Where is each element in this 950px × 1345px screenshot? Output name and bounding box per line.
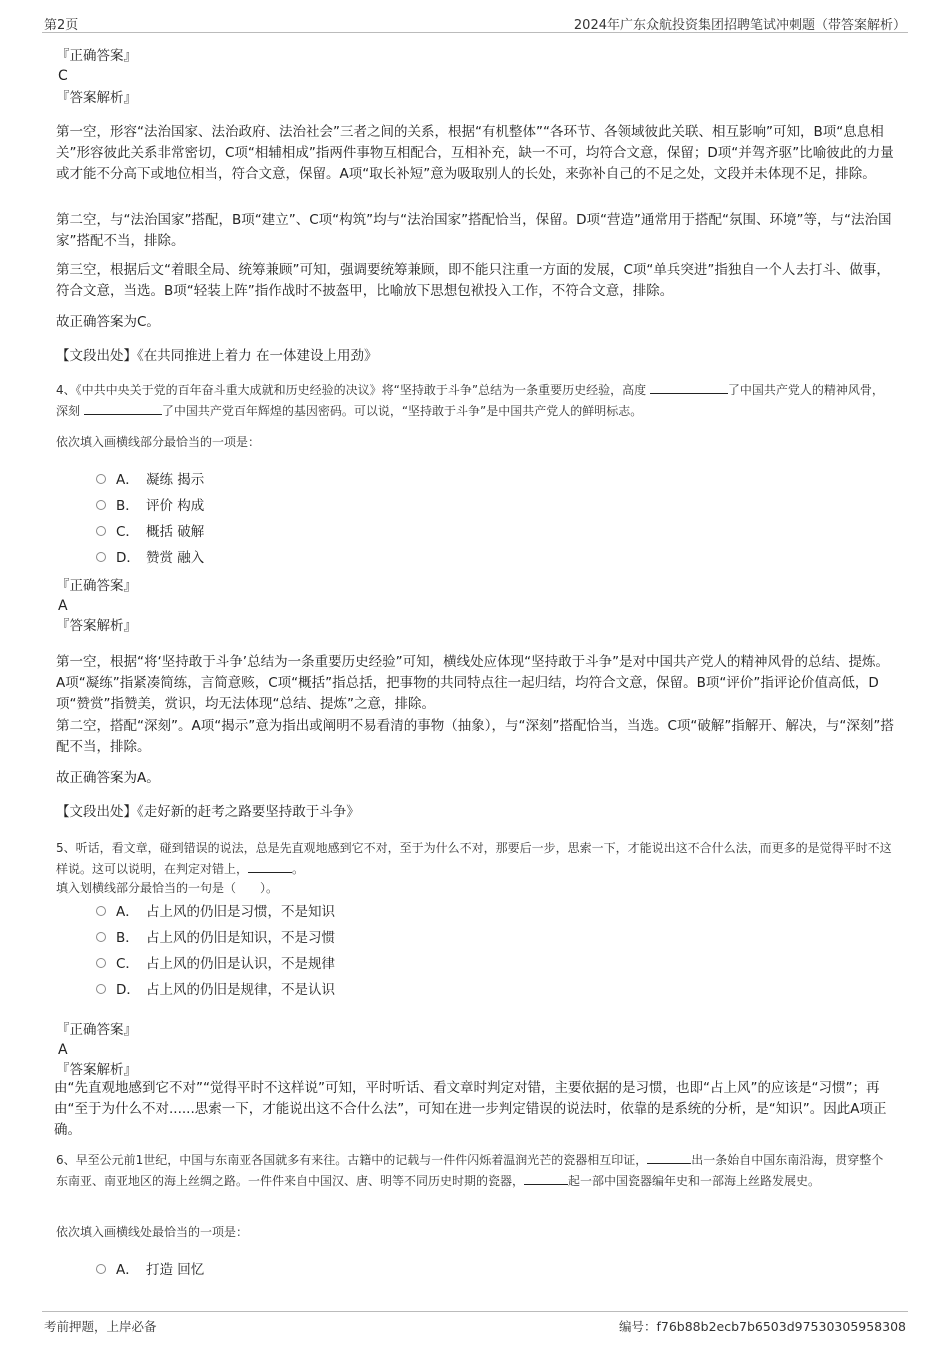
q4-analysis-label: 『答案解析』 — [56, 618, 137, 634]
q3-answer-label: 『正确答案』 — [56, 48, 137, 64]
q5-blank — [248, 860, 292, 873]
q5-analysis: 由“先直观地感到它不对”“觉得平时不这样说”可知，平时听话、看文章时判定对错，主要依据的是习惯，也即“占上风”的应该是“习惯”；再由“至于为什么不对......思索一下，才能说出这不合什么法”，可知在进一步判定错误的说法时，依靠的是系统的分析，是“知识”。因此A项正确。 — [54, 1080, 887, 1138]
q3-analysis-p1: 第一空，形容“法治国家、法治政府、法治社会”三者之间的关系，根据“有机整体”“各环节、各领域彼此关联、相互影响”可知，B项“息息相关”形容彼此关系非常密切，C项“相辅相成”指两件事物互相配合，互相补充，缺一不可，均符合文意，保留；D项“并驾齐驱”比喻彼此的力量或才能不分高下或地位相当，符合文意，保留。A项“取长补短”意为吸取别人的长处，来弥补自己的不足之处，文段并未体现不足，排除。 — [56, 124, 894, 182]
q3-conclusion: 故正确答案为C。 — [56, 314, 160, 330]
q4-option-d[interactable]: D． 赞赏 融入 — [96, 547, 796, 569]
q4-analysis-p1: 第一空，根据“将‘坚持敢于斗争’总结为一条重要历史经验”可知，横线处应体现“坚持敢于斗争”是对中国共产党人的精神风骨的总结、提炼。A项“凝练”指紧凑简练，言简意赅，C项“概括”指总括，把事物的共同特点往一起归结，均符合文意，保留。B项“评价”指评论价值高低，D项“赞赏”指赞美，赏识，均无法体现“总结、提炼”之意，排除。 — [56, 654, 890, 712]
page-footer — [42, 1311, 908, 1338]
q5-prompt: 填入划横线部分最恰当的一句是（ ）。 — [56, 881, 279, 895]
q5-stem: 5、听话，看文章，碰到错误的说法，总是先直观地感到它不对，至于为什么不对，那要后一步，思索一下，才能说出这不合什么法，而更多的是觉得平时不这样说。这可以说明，在判定对错上， 。 — [56, 841, 892, 876]
page-header — [42, 8, 908, 33]
radio-icon[interactable] — [96, 932, 106, 942]
q4-answer: A — [58, 598, 68, 614]
radio-icon[interactable] — [96, 984, 106, 994]
q4-blank-1 — [650, 381, 728, 394]
q4-blank-2 — [84, 402, 162, 415]
q4-option-a[interactable]: A． 凝练 揭示 — [96, 469, 796, 491]
q4-source: 【文段出处】《走好新的赶考之路要坚持敢于斗争》 — [56, 804, 360, 820]
q3-answer: C — [58, 68, 68, 84]
footer-slogan: 考前押题，上岸必备 — [44, 1319, 157, 1334]
radio-icon[interactable] — [96, 474, 106, 484]
radio-icon[interactable] — [96, 1264, 106, 1274]
q4-option-c[interactable]: C． 概括 破解 — [96, 521, 796, 543]
q5-option-c[interactable]: C． 占上风的仍旧是认识，不是规律 — [96, 953, 796, 975]
q4-option-b[interactable]: B． 评价 构成 — [96, 495, 796, 517]
q4-answer-label: 『正确答案』 — [56, 578, 137, 594]
q3-source: 【文段出处】《在共同推进上着力 在一体建设上用劲》 — [56, 348, 378, 364]
q6-blank-1 — [647, 1151, 691, 1164]
q3-analysis-p2: 第二空，与“法治国家”搭配，B项“建立”、C项“构筑”均与“法治国家”搭配恰当，保留。D项“营造”通常用于搭配“氛围、环境”等，与“法治国家”搭配不当，排除。 — [56, 212, 892, 249]
q4-conclusion: 故正确答案为A。 — [56, 770, 160, 786]
q6-prompt: 依次填入画横线处最恰当的一项是： — [56, 1225, 249, 1239]
q5-option-a[interactable]: A． 占上风的仍旧是习惯，不是知识 — [96, 901, 796, 923]
q5-answer-label: 『正确答案』 — [56, 1022, 137, 1038]
page-number: 第2页 — [44, 18, 79, 33]
q4-analysis-p2: 第二空，搭配“深刻”。A项“揭示”意为指出或阐明不易看清的事物（抽象），与“深刻”搭配恰当，当选。C项“破解”指解开、解决，与“深刻”搭配不当，排除。 — [56, 718, 894, 755]
q6-stem: 6、早至公元前1世纪，中国与东南亚各国就多有来往。古籍中的记载与一件件闪烁着温润光芒的瓷器相互印证， 出一条始自中国东南沿海，贯穿整个东南亚、南亚地区的海上丝绸之路。一件件来自中国汉、唐、明等不同历史时期的瓷器， 起一部中国瓷器编年史和一部海上丝路发展史。 — [56, 1153, 884, 1188]
q5-option-d[interactable]: D． 占上风的仍旧是规律，不是认识 — [96, 979, 796, 1001]
q5-answer: A — [58, 1042, 68, 1058]
radio-icon[interactable] — [96, 906, 106, 916]
q5-analysis-label: 『答案解析』 — [56, 1062, 137, 1078]
radio-icon[interactable] — [96, 958, 106, 968]
document-id: 编号：f76b88b2ecb7b6503d97530305958308 — [618, 1319, 906, 1334]
radio-icon[interactable] — [96, 552, 106, 562]
q3-analysis-label: 『答案解析』 — [56, 90, 137, 106]
q6-option-a[interactable]: A． 打造 回忆 — [96, 1259, 796, 1281]
q4-prompt: 依次填入画横线部分最恰当的一项是： — [56, 435, 261, 449]
document-title: 2024年广东众航投资集团招聘笔试冲刺题（带答案解析） — [573, 18, 906, 33]
radio-icon[interactable] — [96, 500, 106, 510]
q3-analysis-p3: 第三空，根据后文“着眼全局、统筹兼顾”可知，强调要统筹兼顾，即不能只注重一方面的发展，C项“单兵突进”指独自一个人去打斗、做事，符合文意，当选。B项“轻装上阵”指作战时不披盔甲，比喻放下思想包袱投入工作，不符合文意，排除。 — [56, 262, 890, 299]
q6-blank-2 — [524, 1172, 568, 1185]
q5-option-b[interactable]: B． 占上风的仍旧是知识，不是习惯 — [96, 927, 796, 949]
radio-icon[interactable] — [96, 526, 106, 536]
q4-stem: 4、《中共中央关于党的百年奋斗重大成就和历史经验的决议》将“坚持敢于斗争”总结为一条重要历史经验，高度 了中国共产党人的精神风骨，深刻 了中国共产党百年辉煌的基因密码。可以说，“坚持敢于斗争”是中国共产党人的鲜明标志。 — [56, 383, 884, 418]
